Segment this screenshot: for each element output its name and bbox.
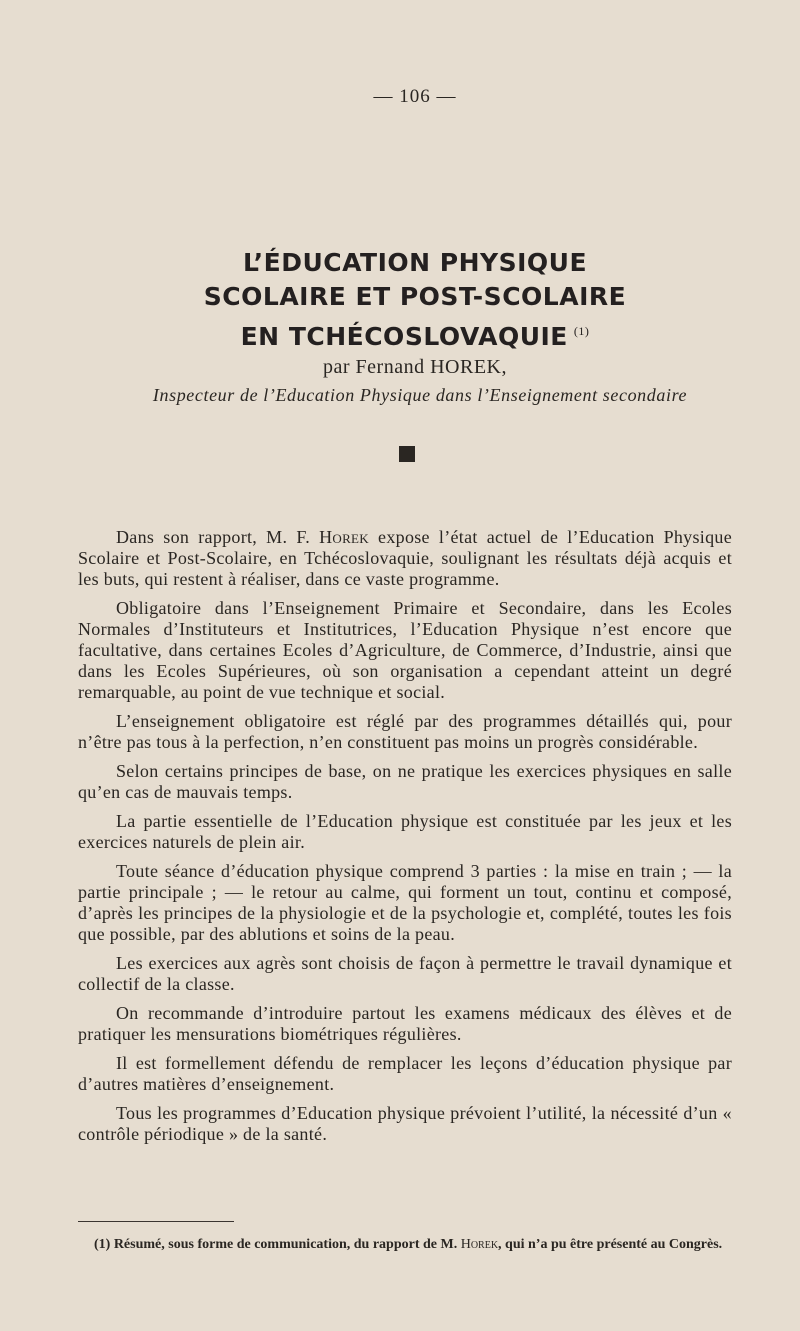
page-number: — 106 —: [373, 86, 457, 107]
paragraph: L’enseignement obligatoire est réglé par des programmes détaillés qui, pour n’être pas tous à la perfection, n’en constituent pas moins un progrès considérable.: [78, 711, 732, 752]
title-line-3: [0, 314, 800, 354]
footnote-marker: (1): [573, 324, 590, 338]
author-line: par Fernand HOREK,: [323, 356, 507, 378]
article-body: [78, 527, 732, 1153]
paragraph: Toute séance d’éducation physique comprend 3 parties : la mise en train ; — la partie principale ; — le retour au calme, qui forment un tout, continu et composé, d’après les principes de la physiologie et de la psychologie et, complété, toutes les fois que possible, par des ablutions et soins de la peau.: [78, 861, 732, 944]
author-affiliation: Inspecteur de l’Education Physique dans l’Enseignement secondaire: [152, 385, 688, 405]
paragraph: Il est formellement défendu de remplacer les leçons d’éducation physique par d’autres matières d’enseignement.: [78, 1053, 732, 1094]
title-line-2: SCOLAIRE ET POST-SCOLAIRE: [203, 282, 627, 311]
paragraph: Tous les programmes d’Education physique prévoient l’utilité, la nécessité d’un « contrôle périodique » de la santé.: [78, 1103, 732, 1144]
ornament-square: [399, 446, 415, 462]
title-line-3-text: EN TCHÉCOSLOVAQUIE: [240, 322, 568, 351]
paragraph: Les exercices aux agrès sont choisis de façon à permettre le travail dynamique et collectif de la classe.: [78, 953, 732, 994]
paragraph: La partie essentielle de l’Education physique est constituée par les jeux et les exercices naturels de plein air.: [78, 811, 732, 852]
paragraph: On recommande d’introduire partout les examens médicaux des élèves et de pratiquer les mensurations biométriques régulières.: [78, 1003, 732, 1044]
footnote: (1) Résumé, sous forme de communication, du rapport de M. Horek, qui n’a pu être présenté au Congrès.: [94, 1237, 723, 1252]
article-title: [0, 246, 800, 354]
paragraph: Selon certains principes de base, on ne pratique les exercices physiques en salle qu’en cas de mauvais temps.: [78, 761, 732, 802]
footnote-author-name: Horek: [460, 1237, 499, 1252]
footnote-rule: [78, 1221, 234, 1222]
title-line-1: L’ÉDUCATION PHYSIQUE: [242, 248, 588, 277]
author-name: Horek: [319, 527, 369, 547]
paragraph: Obligatoire dans l’Enseignement Primaire et Secondaire, dans les Ecoles Normales d’Instituteurs et Institutrices, l’Education Physique n’est encore que facultative, dans certaines Ecoles d’Agriculture, de Commerce, d’Industrie, ainsi que dans les Ecoles Supérieures, où son organisation a cependant atteint un degré remarquable, au point de vue technique et social.: [78, 598, 732, 702]
paragraph: Dans son rapport, M. F. Horek expose l’état actuel de l’Education Physique Scolaire et Post-Scolaire, en Tchécoslovaquie, soulignant les résultats déjà acquis et les buts, qui restent à réaliser, dans ce vaste programme.: [78, 527, 732, 589]
